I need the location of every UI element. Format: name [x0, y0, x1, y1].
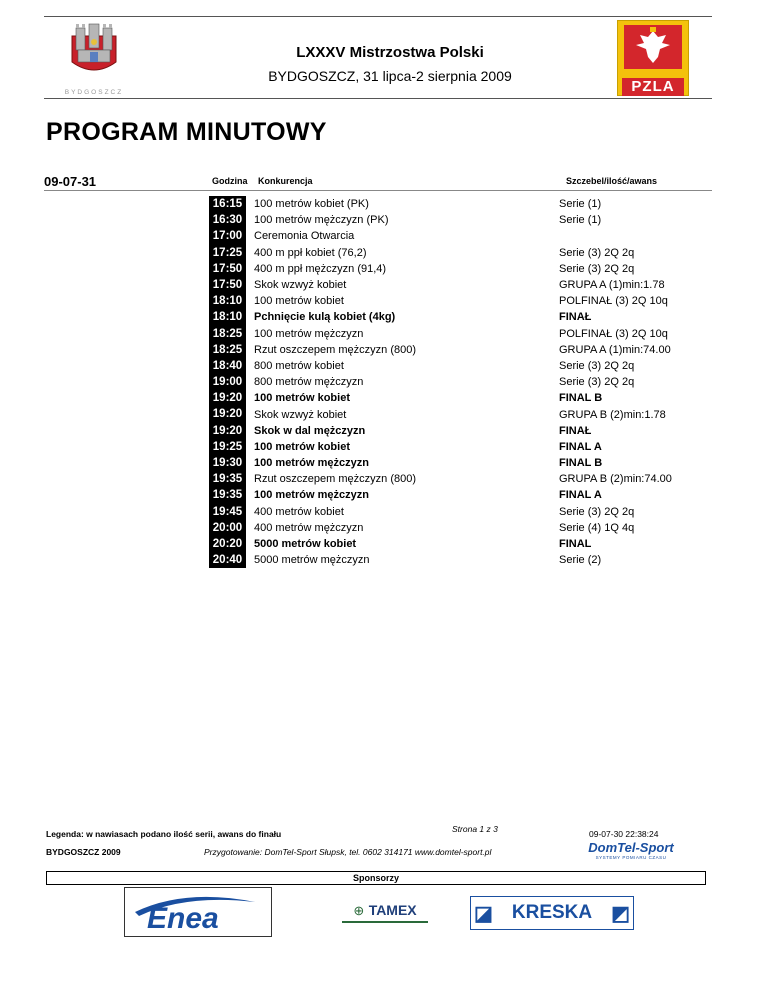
- pzla-logo-text: PZLA: [622, 78, 684, 96]
- row-level: FINAL A: [559, 489, 602, 502]
- row-time: 17:50: [209, 277, 246, 293]
- kreska-left-mark-icon: ◪: [474, 902, 493, 925]
- row-event: Pchnięcie kulą kobiet (4kg): [254, 311, 396, 324]
- row-time: 17:25: [209, 245, 246, 261]
- schedule-table: [209, 196, 729, 568]
- row-level: FINAL B: [559, 457, 603, 470]
- header-top-rule: [44, 16, 712, 17]
- schedule-date: 09-07-31: [44, 174, 97, 189]
- row-level: GRUPA B (2)min:1.78: [559, 408, 666, 421]
- table-row: [209, 342, 729, 358]
- kreska-right-mark-icon: ◩: [611, 902, 630, 925]
- row-level: FINAŁ: [559, 311, 592, 324]
- row-event: 100 metrów mężczyzn: [254, 327, 364, 340]
- table-row: [209, 536, 729, 552]
- header-bottom-rule: [44, 98, 712, 99]
- row-event: 400 m ppł mężczyzn (91,4): [254, 262, 387, 275]
- row-time: 18:40: [209, 358, 246, 374]
- row-level: Serie (3) 2Q 2q: [559, 246, 635, 259]
- row-level: POLFINAŁ (3) 2Q 10q: [559, 327, 668, 340]
- table-row: [209, 326, 729, 342]
- row-event: 400 metrów mężczyzn: [254, 521, 364, 534]
- sponsor-enea-logo: [124, 887, 272, 937]
- row-time: 18:25: [209, 342, 246, 358]
- table-row: [209, 487, 729, 503]
- sponsor-kreska-logo: [470, 896, 634, 930]
- row-time: 19:35: [209, 471, 246, 487]
- row-time: 20:00: [209, 520, 246, 536]
- row-level: FINAL B: [559, 392, 603, 405]
- row-time: 19:35: [209, 487, 246, 503]
- row-event: 100 metrów mężczyzn (PK): [254, 214, 389, 227]
- table-row: [209, 358, 729, 374]
- row-event: 800 metrów mężczyzn: [254, 376, 364, 389]
- row-level: GRUPA A (1)min:1.78: [559, 279, 665, 292]
- row-time: 18:25: [209, 326, 246, 342]
- row-event: Ceremonia Otwarcia: [254, 230, 355, 243]
- enea-logo-text: Enea: [147, 902, 219, 935]
- row-time: 19:45: [209, 504, 246, 520]
- tamex-logo-text: TAMEX: [368, 902, 417, 918]
- row-event: Skok wzwyż kobiet: [254, 408, 347, 421]
- row-time: 16:30: [209, 212, 246, 228]
- print-timestamp: 09-07-30 22:38:24: [589, 829, 659, 839]
- table-row: [209, 228, 729, 244]
- row-time: 19:20: [209, 423, 246, 439]
- table-row: [209, 439, 729, 455]
- row-event: Rzut oszczepem mężczyzn (800): [254, 343, 416, 356]
- sponsors-bar: [46, 871, 706, 885]
- row-level: FINAL A: [559, 440, 602, 453]
- row-time: 18:10: [209, 293, 246, 309]
- sponsors-label: Sponsorzy: [352, 873, 399, 883]
- table-row: [209, 293, 729, 309]
- page-number: Strona 1 z 3: [452, 824, 498, 834]
- table-row: [209, 196, 729, 212]
- row-event: 100 metrów mężczyzn: [254, 489, 369, 502]
- row-time: 19:20: [209, 406, 246, 422]
- row-event: 400 metrów kobiet: [254, 505, 344, 518]
- table-row: [209, 471, 729, 487]
- row-level: Serie (3) 2Q 2q: [559, 262, 635, 275]
- row-event: 100 metrów kobiet: [254, 440, 350, 453]
- row-time: 20:20: [209, 536, 246, 552]
- row-event: 100 metrów kobiet: [254, 392, 350, 405]
- row-level: Serie (2): [559, 554, 602, 567]
- eagle-icon: [618, 21, 688, 73]
- row-time: 20:40: [209, 552, 246, 568]
- row-level: FINAL: [559, 538, 592, 551]
- table-row: [209, 261, 729, 277]
- coat-of-arms-icon: [56, 22, 132, 82]
- sponsor-tamex-logo: [330, 902, 440, 932]
- row-time: 17:50: [209, 261, 246, 277]
- row-level: GRUPA B (2)min:74.00: [559, 473, 672, 486]
- row-time: 18:10: [209, 309, 246, 325]
- table-row: [209, 552, 729, 568]
- table-row: [209, 309, 729, 325]
- row-level: Serie (1): [559, 198, 602, 211]
- domtel-logo-subtitle: SYSTEMY POMIARU CZASU: [595, 855, 667, 860]
- row-time: 19:20: [209, 390, 246, 406]
- column-header-rule: [44, 190, 712, 191]
- row-time: 19:25: [209, 439, 246, 455]
- table-row: [209, 504, 729, 520]
- row-event: 5000 metrów mężczyzn: [254, 554, 370, 567]
- row-time: 16:15: [209, 196, 246, 212]
- table-row: [209, 390, 729, 406]
- row-event: Skok w dal mężczyzn: [254, 424, 366, 437]
- prepared-by: Przygotowanie: DomTel-Sport Słupsk, tel. 0602 314171 www.domtel-sport.pl: [204, 847, 492, 857]
- row-level: Serie (3) 2Q 2q: [559, 376, 635, 389]
- pzla-logo: [617, 20, 689, 96]
- row-level: Serie (4) 1Q 4q: [559, 521, 635, 534]
- domtel-logo: [583, 841, 679, 860]
- footer-city-year: BYDGOSZCZ 2009: [46, 847, 121, 857]
- row-time: 19:00: [209, 374, 246, 390]
- domtel-logo-text: DomTel-Sport: [588, 840, 674, 855]
- event-subtitle: BYDGOSZCZ, 31 lipca-2 sierpnia 2009: [268, 68, 512, 84]
- row-level: GRUPA A (1)min:74.00: [559, 343, 671, 356]
- row-event: 400 m ppł kobiet (76,2): [254, 246, 367, 259]
- column-header-level: Szczebel/ilość/awans: [566, 176, 658, 186]
- table-row: [209, 455, 729, 471]
- row-level: FINAŁ: [559, 424, 592, 437]
- row-level: Serie (3) 2Q 2q: [559, 505, 635, 518]
- table-row: [209, 245, 729, 261]
- row-time: 19:30: [209, 455, 246, 471]
- row-event: 800 metrów kobiet: [254, 359, 344, 372]
- globe-icon: ⊕: [353, 903, 365, 918]
- kreska-logo-text: KRESKA: [511, 902, 593, 923]
- table-row: [209, 277, 729, 293]
- column-header-event: Konkurencja: [258, 176, 313, 186]
- row-event: Skok wzwyż kobiet: [254, 279, 347, 292]
- city-logo-caption: BYDGOSZCZ: [64, 89, 124, 96]
- legend-text: Legenda: w nawiasach podano ilość serii, awans do finału: [46, 829, 282, 839]
- event-title: LXXXV Mistrzostwa Polski: [296, 44, 484, 61]
- table-row: [209, 520, 729, 536]
- column-header-time: Godzina: [212, 176, 248, 186]
- row-event: 100 metrów mężczyzn: [254, 457, 369, 470]
- row-level: Serie (3) 2Q 2q: [559, 359, 635, 372]
- row-level: POLFINAŁ (3) 2Q 10q: [559, 295, 668, 308]
- row-event: 100 metrów kobiet (PK): [254, 198, 369, 211]
- row-time: 17:00: [209, 228, 246, 244]
- table-row: [209, 406, 729, 422]
- row-event: 5000 metrów kobiet: [254, 538, 357, 551]
- table-row: [209, 374, 729, 390]
- table-row: [209, 212, 729, 228]
- bydgoszcz-coat-of-arms-logo: [56, 22, 132, 94]
- row-event: Rzut oszczepem mężczyzn (800): [254, 473, 416, 486]
- row-level: Serie (1): [559, 214, 602, 227]
- row-event: 100 metrów kobiet: [254, 295, 344, 308]
- table-row: [209, 423, 729, 439]
- page-title: PROGRAM MINUTOWY: [46, 118, 327, 146]
